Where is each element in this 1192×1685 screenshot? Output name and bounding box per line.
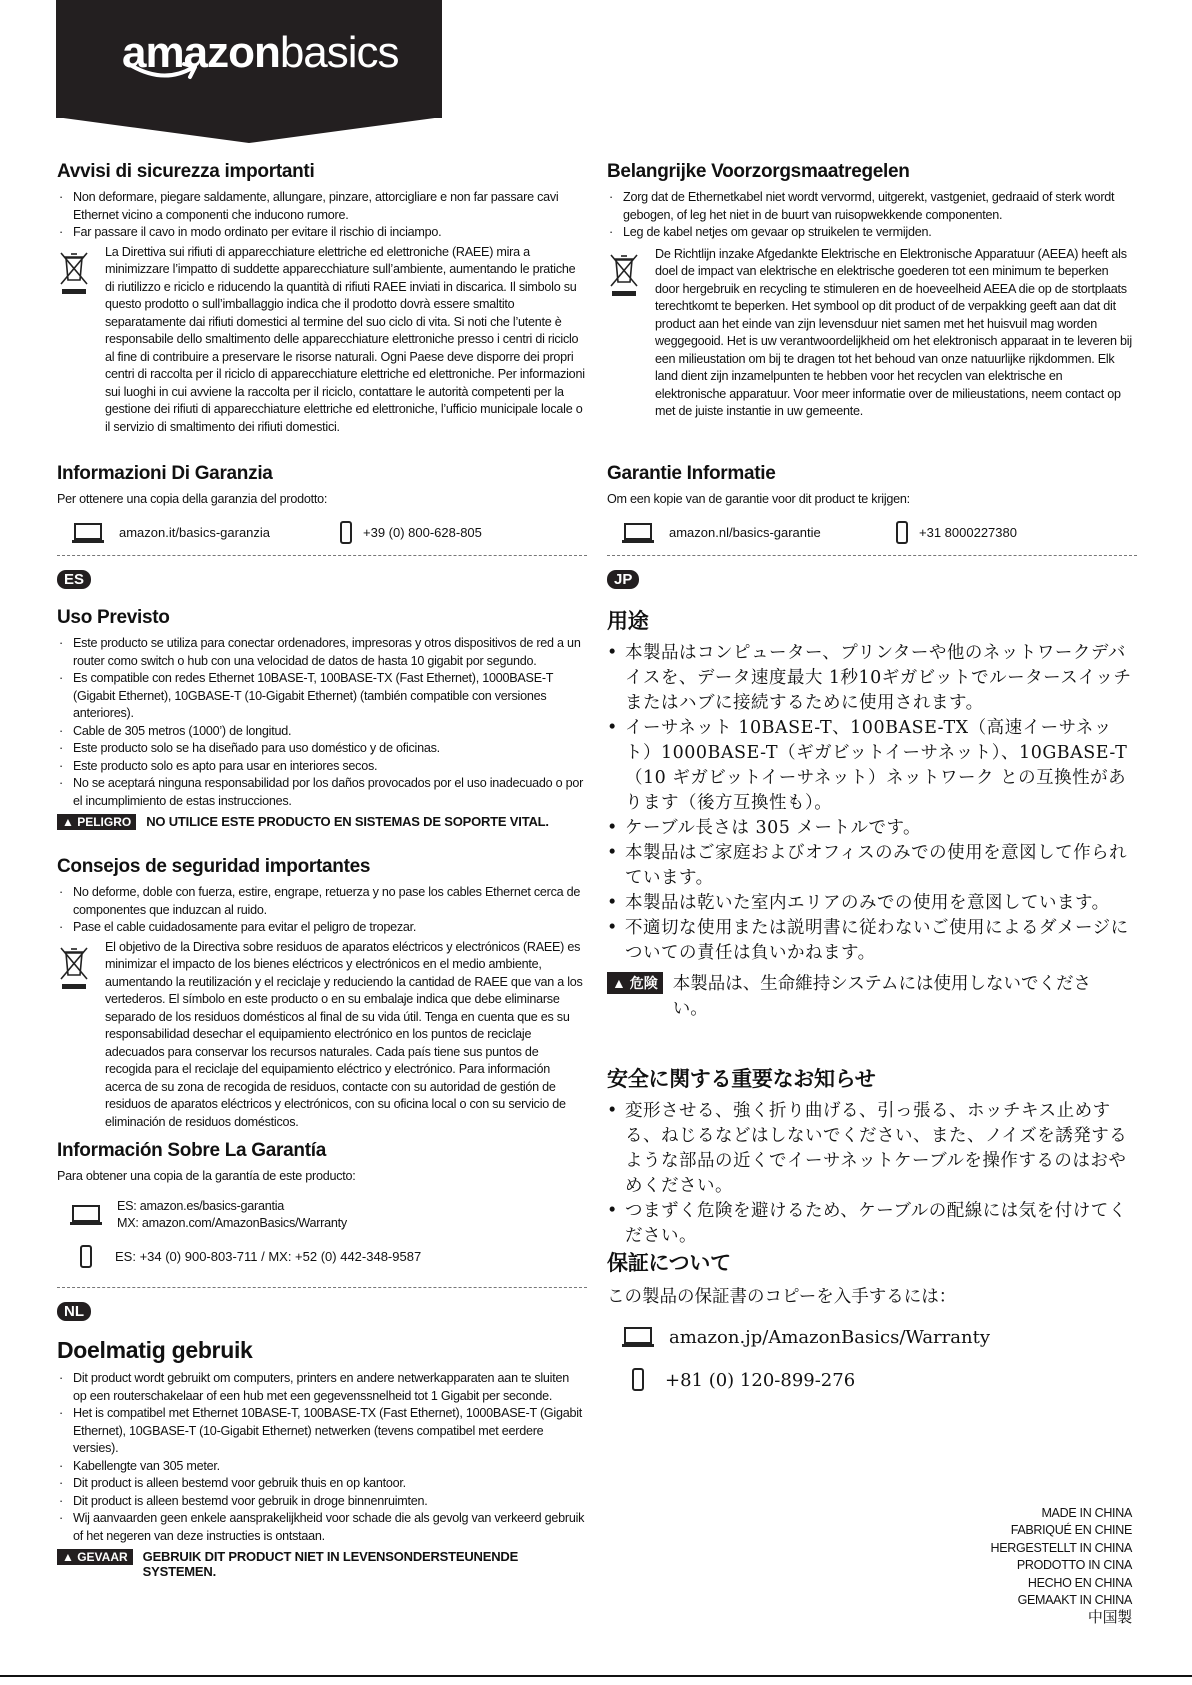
nl-use-item: · Dit product is alleen bestemd voor gebruik in droge binnenruimten. bbox=[57, 1493, 585, 1511]
it-safety-title: Avvisi di sicurezza importanti bbox=[57, 161, 315, 182]
nl-warranty-phone: +31 8000227380 bbox=[919, 525, 1017, 540]
made-in-line: HECHO EN CHINA bbox=[1027, 1575, 1132, 1590]
made-in-line: 中国製 bbox=[1087, 1608, 1132, 1627]
nl-safety-item: · Zorg dat de Ethernetkabel niet wordt vervormd, uitgerekt, vastgeniet, gedraaid of sterk wordt gebogen, of leg het niet in de buurt van ruisopwekkende componenten. bbox=[607, 189, 1135, 224]
jp-use-item: • 本製品はご家庭およびオフィスのみでの使用を意図して作られています。 bbox=[607, 841, 1135, 891]
es-danger-warning bbox=[57, 814, 585, 830]
nl-warranty-section bbox=[607, 463, 1135, 545]
brand-logo: amazonbasics bbox=[122, 28, 399, 77]
mx-warranty-url[interactable]: MX: amazon.com/AmazonBasics/Warranty bbox=[117, 1216, 347, 1230]
made-in-line: MADE IN CHINA bbox=[1041, 1506, 1132, 1520]
it-warranty-section bbox=[57, 463, 585, 545]
it-safety-item: · Far passare il cavo in modo ordinato per evitare il rischio di inciampo. bbox=[57, 224, 585, 242]
bottom-rule bbox=[0, 1675, 1192, 1677]
it-warranty-phone: +39 (0) 800-628-805 bbox=[363, 525, 482, 540]
jp-use-item: • 本製品はコンピューター、プリンターや他のネットワークデバイスを、データ速度最大 1秒10ギガビットでルータースイッチまたはハブに接続するために使用されます。 bbox=[607, 641, 1135, 716]
it-safety-section bbox=[57, 161, 585, 436]
phone-icon bbox=[339, 521, 353, 545]
es-weee-text: El objetivo de la Directiva sobre residuos de aparatos eléctricos y electrónicos (RAEE) es minimizar el impacto de los bienes eléctricos y electrónicos en el medio ambiente, aumentando la reutilización y el reciclaje y reduciendo la cantidad de RAEE que van a los vertederos. El símbolo en este producto o en su embalaje indica que debe eliminarse separado de los residuos domésticos al final de su vida útil. Tenga en cuenta que es su responsabilidad desechar el equipamiento electrónico en los puntos de reciclaje adecuados para conservar los recursos naturales. Cada país tiene sus puntos de recogida para el reciclaje del equipamiento eléctrico y electrónico. Para información acerca de su zona de recogida de residuos, contacte con su autoridad de gestión de residuos de aparatos eléctricos y electrónicos, con su oficina local o con su servicio de eliminación de residuos domésticos. bbox=[105, 939, 583, 1129]
nl-use-item: · Het is compatibel met Ethernet 10BASE-T, 100BASE-TX (Fast Ethernet), 1000BASE-T (Gigabit Ethernet), 10GBASE-T (10-Gigabit Ethernet) netwerken (tevens compatibel met eerdere versies). bbox=[57, 1405, 585, 1458]
es-safety-section bbox=[57, 856, 585, 1131]
nl-danger-warning bbox=[57, 1549, 585, 1579]
made-in-line: GEMAAKT IN CHINA bbox=[1017, 1593, 1132, 1608]
es-use-item: · Este producto solo se ha diseñado para uso doméstico y de oficinas. bbox=[57, 740, 585, 758]
nl-weee-text: De Richtlijn inzake Afgedankte Elektrische en Elektronische Apparatuur (AEEA) heeft als doel de impact van elektrische en elektrische goederen tot een minimum te beperken door hergebruik en recycling te stimuleren en de hoeveelheid AEEA die op de stortplaats terechtkomt te beperken. Het symbool op dit product of de verpakking geeft aan dat dit product aan het einde van zijn levensduur niet samen met het huisvuil mag worden weggegooid. Het is uw verantwoordelijkheid om het elektronisch apparaat in te leveren bij een milieustation om bij te dragen tot het behoud van onze natuurlijke rijkdommen. Elk land dient zijn inzamelpunten te hebben voor het recyclen van elektrische en elektronische apparatuur. Voor meer informatie over de milieustations, neem contact op met de juiste instantie in uw gemeente. bbox=[655, 246, 1132, 418]
nl-warranty-title: Garantie Informatie bbox=[607, 463, 776, 484]
nl-use-item: · Kabellengte van 305 meter. bbox=[57, 1458, 585, 1476]
laptop-icon bbox=[69, 1204, 103, 1226]
es-warranty-section bbox=[57, 1140, 585, 1269]
es-use-title: Uso Previsto bbox=[57, 607, 170, 628]
jp-use-item: • イーサネット 10BASE-T、100BASE-TX（高速イーサネット）1000BASE-T（ギガビットイーサネット）、10GBASE-T（10 ギガビットイーサネット）ネットワーク との互換性があります（後方互換性も）。 bbox=[607, 716, 1135, 816]
es-safety-item: · No deforme, doble con fuerza, estire, engrape, retuerza y no pase los cables Ethernet cerca de componentes que induzcan al ruido. bbox=[57, 884, 585, 919]
nl-safety-title: Belangrijke Voorzorgsmaatregelen bbox=[607, 161, 910, 182]
jp-warranty-phone-row bbox=[607, 1368, 1135, 1392]
es-use-item: · Este producto se utiliza para conectar ordenadores, impresoras y otros dispositivos de red a un router como switch o hub con una velocidad de datos de hasta 10 gigabit por segundo. bbox=[57, 635, 585, 670]
es-danger-text: NO UTILICE ESTE PRODUCTO EN SISTEMAS DE SOPORTE VITAL. bbox=[146, 814, 549, 829]
es-section bbox=[57, 570, 585, 589]
jp-warranty-contact bbox=[607, 1326, 1135, 1348]
it-warranty-url[interactable]: amazon.it/basics-garanzia bbox=[119, 525, 271, 540]
made-in-china-block bbox=[991, 1505, 1133, 1627]
warning-triangle-icon: ▲ PELIGRO bbox=[57, 814, 136, 830]
es-safety-item: · Pase el cable cuidadosamente para evitar el peligro de tropezar. bbox=[57, 919, 585, 937]
jp-use-item: • ケーブル長さは 305 メートルです。 bbox=[607, 816, 1135, 841]
laptop-icon bbox=[621, 522, 655, 544]
jp-use-title: 用途 bbox=[607, 609, 649, 633]
phone-icon bbox=[631, 1368, 645, 1392]
jp-safety-item: • 変形させる、強く折り曲げる、引っ張る、ホッチキス止めする、ねじるなどはしないでください、また、ノイズを誘発するような部品の近くでイーサネットケーブルを操作するのはおやめください。 bbox=[607, 1099, 1135, 1199]
es-safety-title: Consejos de seguridad importantes bbox=[57, 856, 371, 877]
made-in-line: HERGESTELLT IN CHINA bbox=[990, 1540, 1132, 1555]
jp-safety-title: 安全に関する重要なお知らせ bbox=[607, 1067, 876, 1091]
made-in-line: PRODOTTO IN CINA bbox=[1016, 1558, 1132, 1573]
jp-warranty-phone: +81 (0) 120-899-276 bbox=[665, 1369, 856, 1391]
it-weee-notice bbox=[57, 244, 585, 437]
nl-safety-section bbox=[607, 161, 1135, 421]
es-use-item: · No se aceptará ninguna responsabilidad por los daños provocados por el uso inadecuado o por el incumplimiento de estas instrucciones. bbox=[57, 775, 585, 810]
jp-section bbox=[607, 570, 1135, 589]
it-safety-item: · Non deformare, piegare saldamente, allungare, pinzare, attorcigliare e non far passare cavi Ethernet vicino a componenti che inducono rumore. bbox=[57, 189, 585, 224]
es-use-section bbox=[57, 607, 585, 830]
jp-warranty-section bbox=[607, 1247, 1135, 1392]
jp-warranty-title: 保証について bbox=[607, 1251, 731, 1275]
nl-warranty-url[interactable]: amazon.nl/basics-garantie bbox=[669, 525, 821, 540]
jp-safety-section bbox=[607, 1063, 1135, 1249]
nl-use-item: · Dit product is alleen bestemd voor gebruik thuis en op kantoor. bbox=[57, 1475, 585, 1493]
phone-icon bbox=[895, 521, 909, 545]
made-in-line: FABRIQUÉ EN CHINE bbox=[1010, 1523, 1132, 1538]
jp-use-section bbox=[607, 605, 1135, 1022]
es-warranty-urls bbox=[57, 1198, 585, 1233]
it-warranty-title: Informazioni Di Garanzia bbox=[57, 463, 273, 484]
jp-use-item: • 本製品は乾いた室内エリアのみでの使用を意図しています。 bbox=[607, 891, 1135, 916]
jp-use-item: • 不適切な使用または説明書に従わないご使用によるダメージについての責任は負いかねます。 bbox=[607, 916, 1135, 966]
es-warranty-text: Para obtener una copia de la garantía de este producto: bbox=[57, 1169, 356, 1183]
jp-warranty-url[interactable]: amazon.jp/AmazonBasics/Warranty bbox=[669, 1326, 990, 1348]
es-use-item: · Este producto solo es apto para usar en interiores secos. bbox=[57, 758, 585, 776]
es-use-item: · Cable de 305 metros (1000’) de longitud. bbox=[57, 723, 585, 741]
divider bbox=[57, 1287, 587, 1288]
warning-triangle-icon: ▲ 危険 bbox=[607, 972, 663, 994]
nl-safety-item: · Leg de kabel netjes om gevaar op struikelen te vermijden. bbox=[607, 224, 1135, 242]
laptop-icon bbox=[71, 522, 105, 544]
jp-safety-item: • つまずく危険を避けるため、ケーブルの配線には気を付けてください。 bbox=[607, 1199, 1135, 1249]
nl-use-item: · Dit product wordt gebruikt om computers, printers en andere netwerkapparaten aan te sluiten op een routerschakelaar of een hub met een gegevenssnelheid tot 1 Gigabit per seconde. bbox=[57, 1370, 585, 1405]
smile-arrow-icon bbox=[130, 60, 200, 82]
laptop-icon bbox=[621, 1326, 655, 1348]
nl-warranty-contact bbox=[607, 521, 1135, 545]
language-badge-jp: JP bbox=[607, 570, 639, 589]
nl-use-item: · Wij aanvaarden geen enkele aansprakelijkheid voor schade die als gevolg van verkeerd gebruik of het negeren van deze instructies is ontstaan. bbox=[57, 1510, 585, 1545]
nl-use-section bbox=[57, 1337, 585, 1579]
it-warranty-text: Per ottenere una copia della garanzia del prodotto: bbox=[57, 492, 328, 506]
nl-danger-text: GEBRUIK DIT PRODUCT NIET IN LEVENSONDERSTEUNENDE SYSTEMEN. bbox=[142, 1549, 519, 1579]
weee-bin-icon bbox=[607, 246, 647, 421]
nl-weee-notice bbox=[607, 246, 1135, 421]
jp-danger-warning bbox=[607, 972, 1135, 1022]
it-warranty-contact bbox=[57, 521, 585, 545]
warning-triangle-icon: ▲ GEVAAR bbox=[57, 1549, 133, 1565]
weee-bin-icon bbox=[57, 244, 97, 437]
divider bbox=[57, 555, 587, 556]
nl-warranty-text: Om een kopie van de garantie voor dit product te krijgen: bbox=[607, 492, 910, 506]
es-use-item: · Es compatible con redes Ethernet 10BASE-T, 100BASE-TX (Fast Ethernet), 1000BASE-T (Gigabit Ethernet), 10GBASE-T (10-Gigabit Ethernet) (también compatible con versiones anteriores). bbox=[57, 670, 585, 723]
es-warranty-title: Información Sobre La Garantía bbox=[57, 1140, 326, 1161]
language-badge-es: ES bbox=[57, 570, 91, 589]
it-weee-text: La Direttiva sui rifiuti di apparecchiature elettriche ed elettroniche (RAEE) mira a minimizzare l’impatto di suddette apparecchiature sull’ambiente, aumentando le pratiche di riutilizzo e riciclo e riducendo la quantità di rifiuti RAEE inviati in discarica. Il simbolo su questo prodotto o sull’imballaggio indica che il prodotto dovrà essere smaltito separatamente dai rifiuti domestici al termine del suo ciclo di vita. Si noti che l’utente è responsabile dello smaltimento delle apparecchiature elettroniche presso i centri di riciclo al fine di contribuire a preservare le risorse naturali. Ogni Paese deve disporre dei propri centri di raccolta per il riciclo di apparecchiature elettriche ed elettroniche. Per informazioni sui luoghi in cui avviene la raccolta per il riciclo, contattare le autorità competenti per la gestione dei rifiuti di apparecchiature elettriche ed elettroniche, l’ufficio municipale locale o il servizio di smaltimento dei rifiuti domestici. bbox=[105, 244, 585, 434]
jp-danger-text: 本製品は、生命維持システムには使用しないでください。 bbox=[672, 974, 1091, 1019]
es-warranty-phone-row bbox=[57, 1245, 585, 1269]
es-warranty-url[interactable]: ES: amazon.es/basics-garantia bbox=[117, 1198, 285, 1213]
es-weee-notice bbox=[57, 939, 585, 1132]
es-warranty-phone: ES: +34 (0) 900-803-711 / MX: +52 (0) 442-348-9587 bbox=[115, 1249, 422, 1264]
divider bbox=[607, 555, 1137, 556]
nl-use-title: Doelmatig gebruik bbox=[57, 1337, 253, 1363]
phone-icon bbox=[79, 1245, 93, 1269]
weee-bin-icon bbox=[57, 939, 97, 1132]
brand-logo-tip bbox=[56, 117, 442, 143]
nl-section bbox=[57, 1302, 585, 1321]
jp-warranty-text: この製品の保証書のコピーを入手するには： bbox=[607, 1287, 957, 1307]
language-badge-nl: NL bbox=[57, 1302, 91, 1321]
